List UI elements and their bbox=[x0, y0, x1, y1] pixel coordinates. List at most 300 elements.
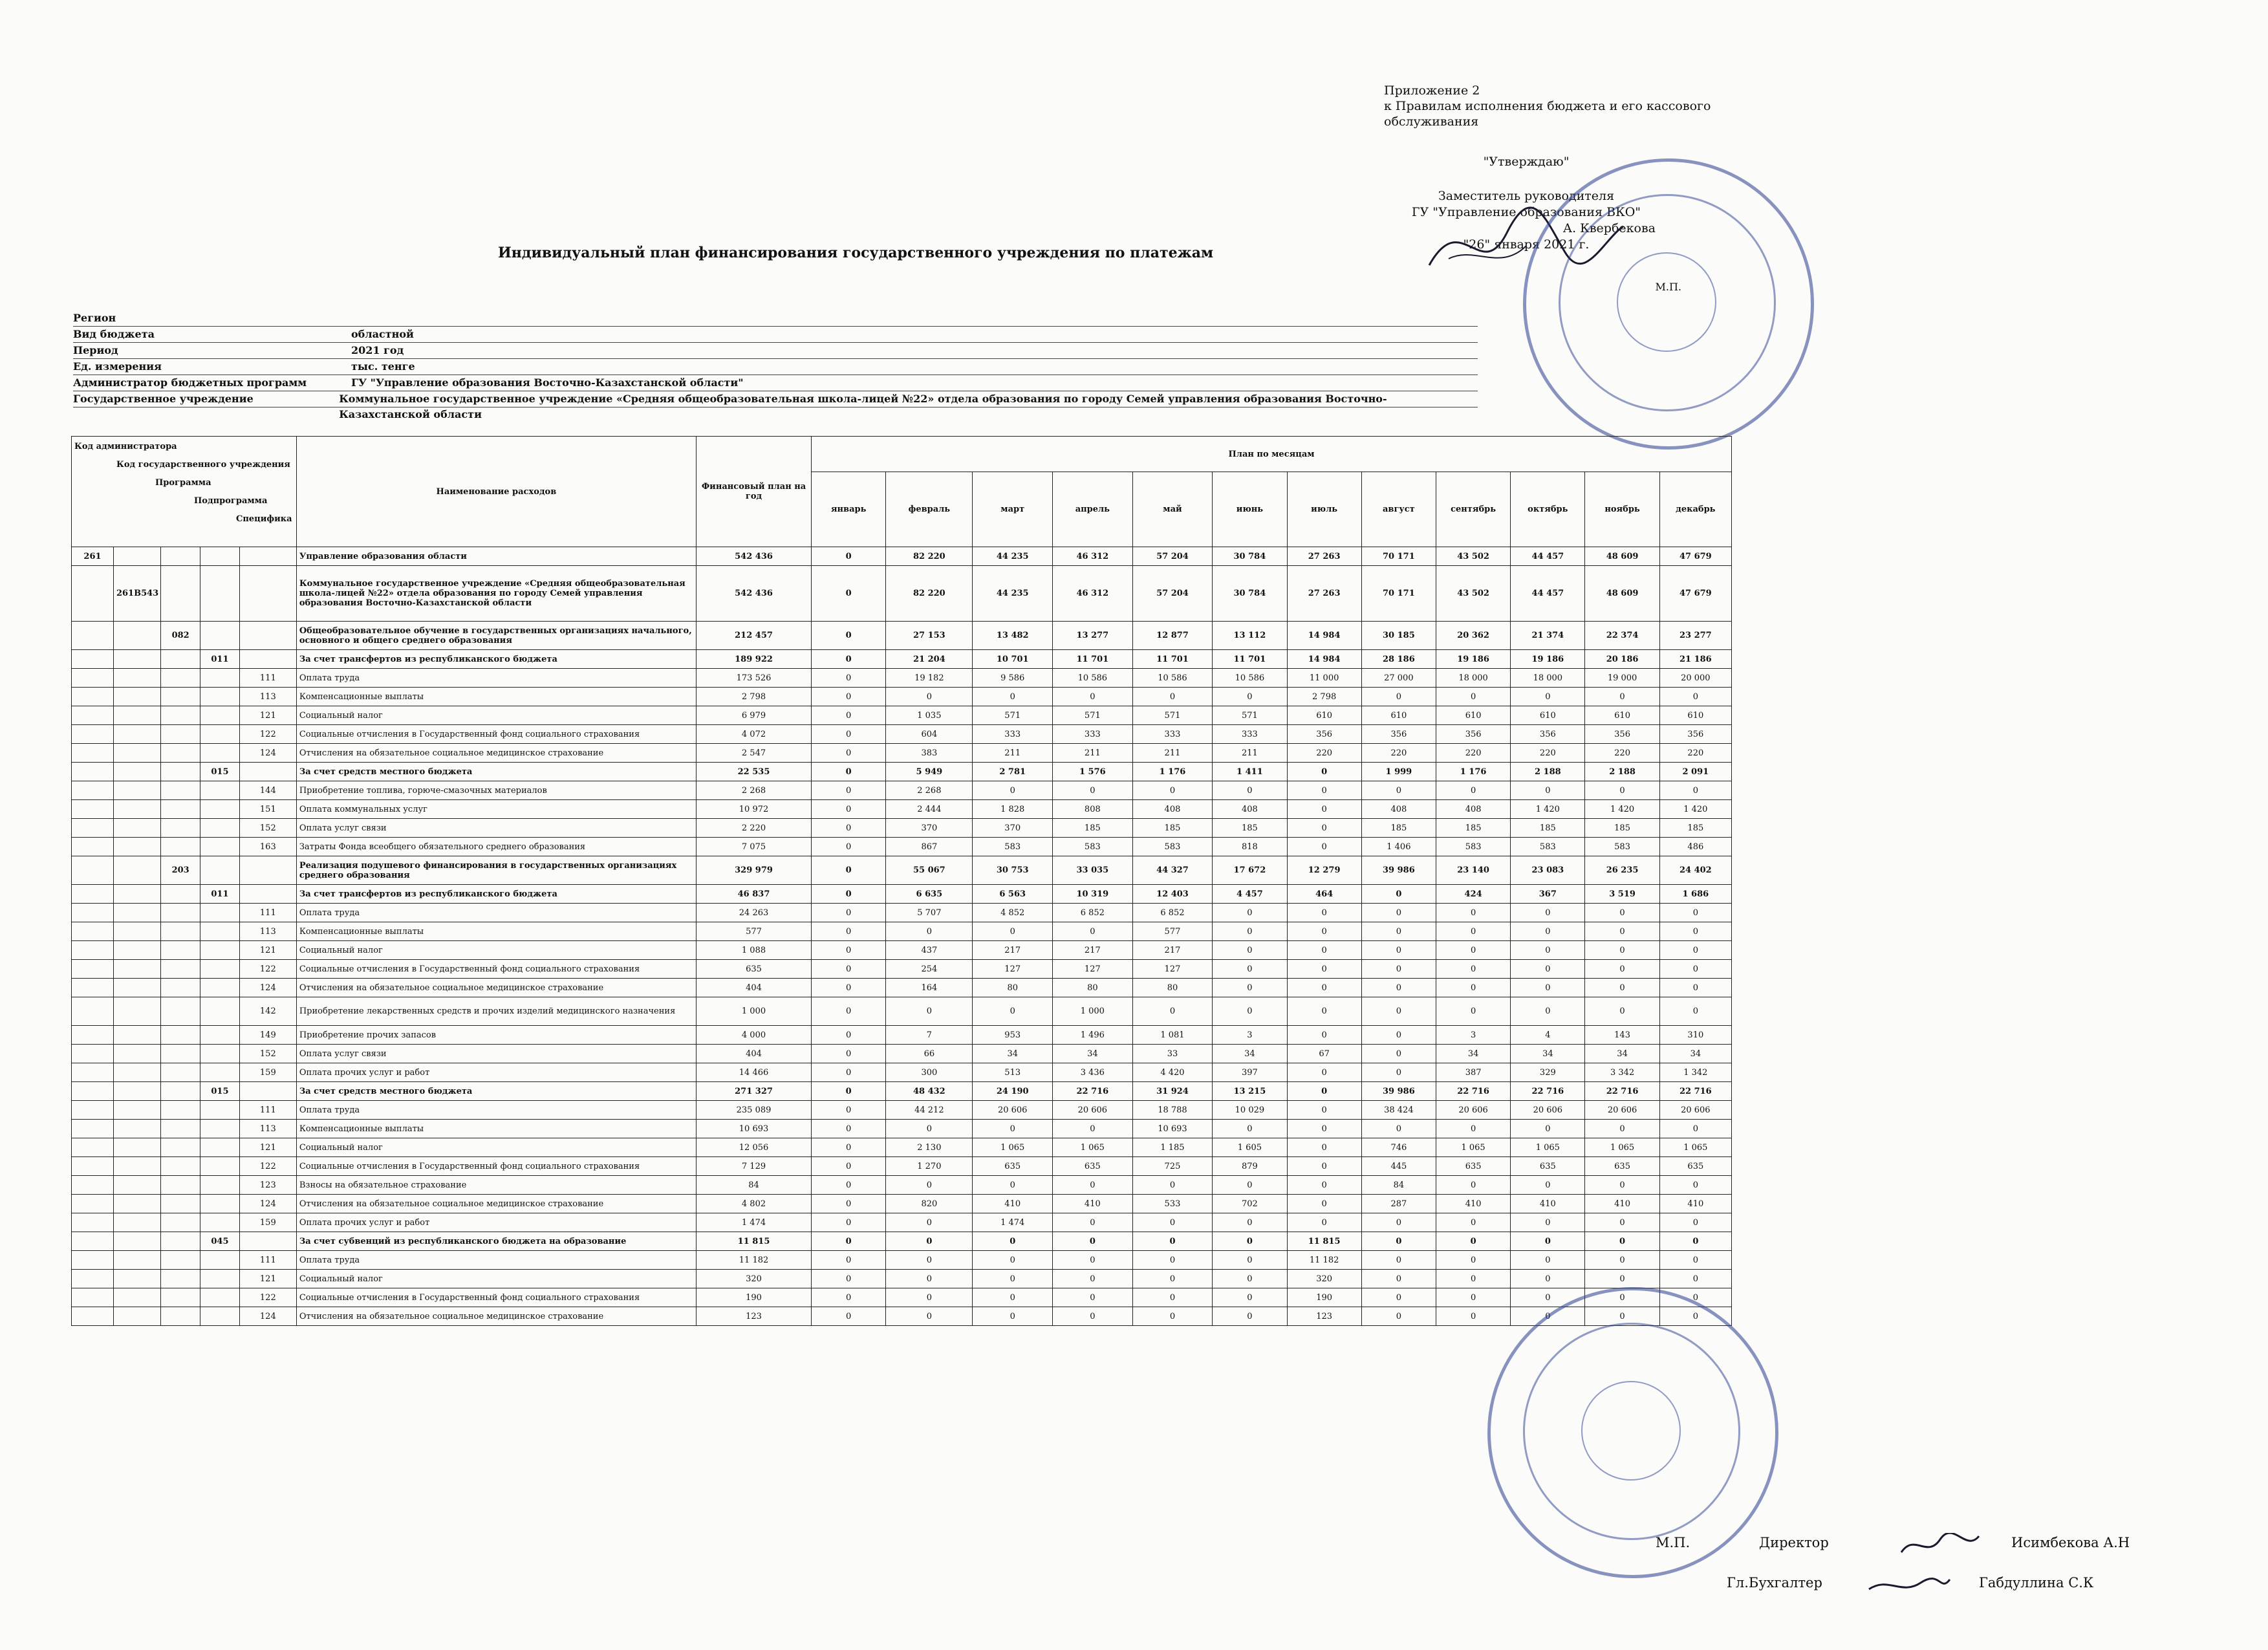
month-value-cell: 70 171 bbox=[1361, 547, 1436, 566]
month-value-cell: 19 186 bbox=[1436, 650, 1510, 669]
month-value-cell: 0 bbox=[1287, 960, 1361, 979]
header-month: декабрь bbox=[1659, 472, 1731, 547]
month-value-cell: 2 188 bbox=[1511, 763, 1585, 781]
code-cell bbox=[161, 1045, 200, 1063]
annual-plan-cell: 7 129 bbox=[696, 1157, 811, 1176]
month-value-cell: 635 bbox=[1053, 1157, 1133, 1176]
code-cell bbox=[161, 1213, 200, 1232]
month-value-cell: 725 bbox=[1132, 1157, 1213, 1176]
month-value-cell: 0 bbox=[812, 744, 886, 763]
month-value-cell: 7 bbox=[886, 1026, 973, 1045]
code-cell bbox=[113, 1063, 160, 1082]
month-value-cell: 0 bbox=[1213, 1176, 1287, 1195]
month-value-cell: 185 bbox=[1511, 819, 1585, 838]
month-value-cell: 220 bbox=[1511, 744, 1585, 763]
annual-plan-cell: 404 bbox=[696, 1045, 811, 1063]
month-value-cell: 31 924 bbox=[1132, 1082, 1213, 1101]
month-value-cell: 20 000 bbox=[1659, 669, 1731, 688]
month-value-cell: 0 bbox=[886, 1120, 973, 1138]
code-cell bbox=[72, 744, 114, 763]
code-cell bbox=[113, 1026, 160, 1045]
month-value-cell: 0 bbox=[973, 997, 1053, 1026]
month-value-cell: 513 bbox=[973, 1063, 1053, 1082]
month-value-cell: 0 bbox=[1511, 922, 1585, 941]
code-cell: 152 bbox=[239, 819, 296, 838]
meta-key: Ед. измерения bbox=[73, 360, 162, 373]
month-value-cell: 583 bbox=[973, 838, 1053, 856]
month-value-cell: 0 bbox=[1287, 819, 1361, 838]
month-value-cell: 10 693 bbox=[1132, 1120, 1213, 1138]
month-value-cell: 217 bbox=[1053, 941, 1133, 960]
code-cell bbox=[200, 838, 240, 856]
annual-plan-cell: 10 972 bbox=[696, 800, 811, 819]
month-value-cell: 0 bbox=[1287, 1213, 1361, 1232]
code-cell bbox=[200, 997, 240, 1026]
month-value-cell: 13 215 bbox=[1213, 1082, 1287, 1101]
annual-plan-cell: 189 922 bbox=[696, 650, 811, 669]
month-value-cell: 0 bbox=[1585, 1307, 1659, 1326]
expense-name-cell: Компенсационные выплаты bbox=[296, 1120, 696, 1138]
month-value-cell: 185 bbox=[1132, 819, 1213, 838]
month-value-cell: 34 bbox=[1659, 1045, 1731, 1063]
month-value-cell: 0 bbox=[1287, 1176, 1361, 1195]
code-cell bbox=[113, 941, 160, 960]
code-cell: 261 bbox=[72, 547, 114, 566]
month-value-cell: 70 171 bbox=[1361, 566, 1436, 622]
month-value-cell: 38 424 bbox=[1361, 1101, 1436, 1120]
code-cell: 159 bbox=[239, 1213, 296, 1232]
code-cell bbox=[239, 885, 296, 904]
month-value-cell: 0 bbox=[1287, 800, 1361, 819]
month-value-cell: 39 986 bbox=[1361, 856, 1436, 885]
code-cell bbox=[161, 1176, 200, 1195]
code-cell bbox=[113, 1307, 160, 1326]
month-value-cell: 1 686 bbox=[1659, 885, 1731, 904]
month-value-cell: 370 bbox=[973, 819, 1053, 838]
code-cell bbox=[161, 904, 200, 922]
code-cell bbox=[161, 1082, 200, 1101]
month-value-cell: 0 bbox=[1585, 941, 1659, 960]
code-cell: 121 bbox=[239, 706, 296, 725]
month-value-cell: 0 bbox=[1213, 1251, 1287, 1270]
month-value-cell: 0 bbox=[1511, 1176, 1585, 1195]
month-value-cell: 0 bbox=[812, 725, 886, 744]
month-value-cell: 0 bbox=[1361, 997, 1436, 1026]
month-value-cell: 0 bbox=[1585, 781, 1659, 800]
month-value-cell: 0 bbox=[812, 706, 886, 725]
code-cell bbox=[200, 979, 240, 997]
month-value-cell: 0 bbox=[1511, 979, 1585, 997]
header-annual: Финансовый план на год bbox=[696, 437, 811, 547]
code-cell: 111 bbox=[239, 1101, 296, 1120]
month-value-cell: 356 bbox=[1287, 725, 1361, 744]
signature-mp: М.П. bbox=[1656, 1535, 1690, 1550]
table-row bbox=[72, 1251, 1732, 1270]
annual-plan-cell: 1 088 bbox=[696, 941, 811, 960]
code-cell bbox=[200, 781, 240, 800]
expense-name-cell: Социальный налог bbox=[296, 1270, 696, 1288]
code-cell bbox=[161, 819, 200, 838]
month-value-cell: 610 bbox=[1436, 706, 1510, 725]
table-row bbox=[72, 1045, 1732, 1063]
month-value-cell: 0 bbox=[1287, 1157, 1361, 1176]
header-month: сентябрь bbox=[1436, 472, 1510, 547]
code-cell bbox=[161, 1307, 200, 1326]
code-cell bbox=[113, 1288, 160, 1307]
month-value-cell: 14 984 bbox=[1287, 622, 1361, 650]
code-cell bbox=[200, 1063, 240, 1082]
code-cell bbox=[113, 669, 160, 688]
expense-name-cell: Оплата коммунальных услуг bbox=[296, 800, 696, 819]
month-value-cell: 0 bbox=[1213, 904, 1287, 922]
code-cell bbox=[113, 922, 160, 941]
month-value-cell: 1 342 bbox=[1659, 1063, 1731, 1082]
code-cell bbox=[161, 1138, 200, 1157]
header-monthly: План по месяцам bbox=[812, 437, 1732, 472]
month-value-cell: 0 bbox=[1659, 904, 1731, 922]
month-value-cell: 0 bbox=[1585, 997, 1659, 1026]
code-cell bbox=[72, 856, 114, 885]
month-value-cell: 47 679 bbox=[1659, 547, 1731, 566]
month-value-cell: 953 bbox=[973, 1026, 1053, 1045]
code-cell: 113 bbox=[239, 922, 296, 941]
code-cell bbox=[72, 800, 114, 819]
annual-plan-cell: 11 815 bbox=[696, 1232, 811, 1251]
annual-plan-cell: 190 bbox=[696, 1288, 811, 1307]
code-cell bbox=[161, 1195, 200, 1213]
month-value-cell: 0 bbox=[1659, 1232, 1731, 1251]
month-value-cell: 80 bbox=[1132, 979, 1213, 997]
month-value-cell: 0 bbox=[1585, 688, 1659, 706]
month-value-cell: 0 bbox=[1053, 688, 1133, 706]
meta-row bbox=[73, 310, 1478, 327]
month-value-cell: 0 bbox=[1053, 1270, 1133, 1288]
meta-block bbox=[73, 310, 1478, 420]
code-cell bbox=[113, 838, 160, 856]
meta-value: Коммунальное государственное учреждение «Средняя общеобразовательная школа-лицей №22» отдела образования по городу Семей управления образования Восточно-Казахстанской области bbox=[339, 393, 1387, 420]
code-cell bbox=[200, 1101, 240, 1120]
month-value-cell: 1 576 bbox=[1053, 763, 1133, 781]
month-value-cell: 610 bbox=[1287, 706, 1361, 725]
meta-row bbox=[73, 343, 1478, 359]
code-cell bbox=[113, 1082, 160, 1101]
month-value-cell: 1 420 bbox=[1659, 800, 1731, 819]
expense-name-cell: Оплата прочих услуг и работ bbox=[296, 1063, 696, 1082]
table-row bbox=[72, 1120, 1732, 1138]
code-cell bbox=[113, 744, 160, 763]
code-cell bbox=[72, 725, 114, 744]
month-value-cell: 0 bbox=[1585, 1288, 1659, 1307]
month-value-cell: 0 bbox=[973, 781, 1053, 800]
month-value-cell: 5 949 bbox=[886, 763, 973, 781]
month-value-cell: 1 000 bbox=[1053, 997, 1133, 1026]
month-value-cell: 333 bbox=[1213, 725, 1287, 744]
code-cell bbox=[113, 650, 160, 669]
director-signature-icon bbox=[1895, 1533, 1985, 1559]
month-value-cell: 0 bbox=[1659, 1307, 1731, 1326]
code-cell: 121 bbox=[239, 1138, 296, 1157]
month-value-cell: 80 bbox=[973, 979, 1053, 997]
meta-row bbox=[73, 327, 1478, 343]
month-value-cell: 2 781 bbox=[973, 763, 1053, 781]
code-cell bbox=[113, 547, 160, 566]
month-value-cell: 20 186 bbox=[1585, 650, 1659, 669]
month-value-cell: 3 bbox=[1436, 1026, 1510, 1045]
month-value-cell: 0 bbox=[812, 800, 886, 819]
month-value-cell: 356 bbox=[1361, 725, 1436, 744]
month-value-cell: 0 bbox=[1659, 997, 1731, 1026]
expense-name-cell: Оплата прочих услуг и работ bbox=[296, 1213, 696, 1232]
code-cell bbox=[113, 856, 160, 885]
month-value-cell: 22 374 bbox=[1585, 622, 1659, 650]
month-value-cell: 28 186 bbox=[1361, 650, 1436, 669]
month-value-cell: 185 bbox=[1053, 819, 1133, 838]
month-value-cell: 0 bbox=[812, 885, 886, 904]
expense-name-cell: Приобретение топлива, горюче-смазочных материалов bbox=[296, 781, 696, 800]
month-value-cell: 0 bbox=[812, 547, 886, 566]
month-value-cell: 0 bbox=[1511, 941, 1585, 960]
code-cell bbox=[200, 1213, 240, 1232]
code-cell bbox=[161, 1270, 200, 1288]
month-value-cell: 0 bbox=[1436, 941, 1510, 960]
month-value-cell: 0 bbox=[1287, 763, 1361, 781]
code-cell bbox=[113, 763, 160, 781]
month-value-cell: 33 035 bbox=[1053, 856, 1133, 885]
month-value-cell: 0 bbox=[1287, 1082, 1361, 1101]
month-value-cell: 0 bbox=[812, 904, 886, 922]
month-value-cell: 571 bbox=[1132, 706, 1213, 725]
month-value-cell: 0 bbox=[1436, 1288, 1510, 1307]
month-value-cell: 0 bbox=[1213, 781, 1287, 800]
annual-plan-cell: 4 072 bbox=[696, 725, 811, 744]
month-value-cell: 44 457 bbox=[1511, 547, 1585, 566]
code-cell bbox=[161, 1101, 200, 1120]
month-value-cell: 0 bbox=[1213, 1270, 1287, 1288]
month-value-cell: 211 bbox=[1053, 744, 1133, 763]
month-value-cell: 24 190 bbox=[973, 1082, 1053, 1101]
meta-key: Вид бюджета bbox=[73, 328, 155, 340]
month-value-cell: 0 bbox=[886, 1288, 973, 1307]
code-cell: 123 bbox=[239, 1176, 296, 1195]
code-cell: 111 bbox=[239, 1251, 296, 1270]
month-value-cell: 0 bbox=[812, 1063, 886, 1082]
month-value-cell: 30 784 bbox=[1213, 547, 1287, 566]
month-value-cell: 333 bbox=[1053, 725, 1133, 744]
code-cell bbox=[161, 744, 200, 763]
expense-name-cell: Оплата услуг связи bbox=[296, 819, 696, 838]
code-cell bbox=[72, 763, 114, 781]
month-value-cell: 408 bbox=[1132, 800, 1213, 819]
month-value-cell: 0 bbox=[1511, 904, 1585, 922]
code-cell bbox=[72, 706, 114, 725]
month-value-cell: 610 bbox=[1361, 706, 1436, 725]
expense-name-cell: Взносы на обязательное страхование bbox=[296, 1176, 696, 1195]
code-cell bbox=[161, 688, 200, 706]
month-value-cell: 6 635 bbox=[886, 885, 973, 904]
month-value-cell: 571 bbox=[973, 706, 1053, 725]
month-value-cell: 408 bbox=[1436, 800, 1510, 819]
month-value-cell: 408 bbox=[1213, 800, 1287, 819]
month-value-cell: 22 716 bbox=[1436, 1082, 1510, 1101]
header-codes bbox=[72, 437, 297, 547]
month-value-cell: 0 bbox=[812, 1307, 886, 1326]
code-cell bbox=[72, 1176, 114, 1195]
appendix-line-2: к Правилам исполнения бюджета и его кассового bbox=[1384, 99, 1711, 113]
code-cell bbox=[200, 904, 240, 922]
code-cell bbox=[72, 1157, 114, 1176]
code-cell bbox=[200, 688, 240, 706]
month-value-cell: 0 bbox=[1053, 1232, 1133, 1251]
month-value-cell: 0 bbox=[1511, 1307, 1585, 1326]
month-value-cell: 746 bbox=[1361, 1138, 1436, 1157]
month-value-cell: 0 bbox=[1053, 922, 1133, 941]
code-cell bbox=[200, 1045, 240, 1063]
annual-plan-cell: 123 bbox=[696, 1307, 811, 1326]
table-row bbox=[72, 800, 1732, 819]
month-value-cell: 0 bbox=[812, 650, 886, 669]
annual-plan-cell: 235 089 bbox=[696, 1101, 811, 1120]
month-value-cell: 0 bbox=[812, 566, 886, 622]
month-value-cell: 211 bbox=[973, 744, 1053, 763]
financing-plan-table bbox=[71, 436, 1732, 1326]
month-value-cell: 43 502 bbox=[1436, 547, 1510, 566]
code-cell: 203 bbox=[161, 856, 200, 885]
header-name: Наименование расходов bbox=[296, 437, 696, 547]
code-cell bbox=[200, 1157, 240, 1176]
month-value-cell: 0 bbox=[1287, 1063, 1361, 1082]
month-value-cell: 44 327 bbox=[1132, 856, 1213, 885]
month-value-cell: 20 606 bbox=[1053, 1101, 1133, 1120]
month-value-cell: 333 bbox=[973, 725, 1053, 744]
month-value-cell: 22 716 bbox=[1511, 1082, 1585, 1101]
month-value-cell: 0 bbox=[1053, 1213, 1133, 1232]
month-value-cell: 0 bbox=[812, 1270, 886, 1288]
table-row bbox=[72, 1307, 1732, 1326]
month-value-cell: 11 701 bbox=[1132, 650, 1213, 669]
month-value-cell: 220 bbox=[1436, 744, 1510, 763]
month-value-cell: 1 496 bbox=[1053, 1026, 1133, 1045]
month-value-cell: 10 586 bbox=[1053, 669, 1133, 688]
month-value-cell: 1 411 bbox=[1213, 763, 1287, 781]
annual-plan-cell: 2 547 bbox=[696, 744, 811, 763]
month-value-cell: 0 bbox=[812, 1101, 886, 1120]
month-value-cell: 0 bbox=[973, 1270, 1053, 1288]
month-value-cell: 217 bbox=[973, 941, 1053, 960]
annual-plan-cell: 12 056 bbox=[696, 1138, 811, 1157]
table-row bbox=[72, 744, 1732, 763]
month-value-cell: 0 bbox=[812, 941, 886, 960]
month-value-cell: 635 bbox=[1585, 1157, 1659, 1176]
code-cell bbox=[161, 547, 200, 566]
month-value-cell: 13 482 bbox=[973, 622, 1053, 650]
month-value-cell: 820 bbox=[886, 1195, 973, 1213]
month-value-cell: 0 bbox=[1213, 922, 1287, 941]
annual-plan-cell: 14 466 bbox=[696, 1063, 811, 1082]
month-value-cell: 486 bbox=[1659, 838, 1731, 856]
month-value-cell: 0 bbox=[1287, 1138, 1361, 1157]
annual-plan-cell: 173 526 bbox=[696, 669, 811, 688]
month-value-cell: 12 403 bbox=[1132, 885, 1213, 904]
table-row bbox=[72, 960, 1732, 979]
month-value-cell: 46 312 bbox=[1053, 566, 1133, 622]
month-value-cell: 19 182 bbox=[886, 669, 973, 688]
month-value-cell: 185 bbox=[1436, 819, 1510, 838]
month-value-cell: 0 bbox=[1053, 1120, 1133, 1138]
month-value-cell: 4 420 bbox=[1132, 1063, 1213, 1082]
month-value-cell: 879 bbox=[1213, 1157, 1287, 1176]
header-month: февраль bbox=[886, 472, 973, 547]
month-value-cell: 0 bbox=[1132, 1232, 1213, 1251]
month-value-cell: 0 bbox=[1053, 1251, 1133, 1270]
expense-name-cell: Приобретение лекарственных средств и прочих изделий медицинского назначения bbox=[296, 997, 696, 1026]
month-value-cell: 0 bbox=[1659, 1176, 1731, 1195]
code-cell bbox=[200, 566, 240, 622]
code-cell bbox=[72, 838, 114, 856]
month-value-cell: 0 bbox=[1132, 1307, 1213, 1326]
month-value-cell: 23 277 bbox=[1659, 622, 1731, 650]
code-cell: 159 bbox=[239, 1063, 296, 1082]
table-row bbox=[72, 1232, 1732, 1251]
table-row bbox=[72, 922, 1732, 941]
month-value-cell: 387 bbox=[1436, 1063, 1510, 1082]
header-month: октябрь bbox=[1511, 472, 1585, 547]
table-row bbox=[72, 1288, 1732, 1307]
month-value-cell: 84 bbox=[1361, 1176, 1436, 1195]
month-value-cell: 0 bbox=[1287, 1026, 1361, 1045]
meta-key: Государственное учреждение bbox=[73, 393, 254, 405]
month-value-cell: 2 268 bbox=[886, 781, 973, 800]
code-cell: 122 bbox=[239, 960, 296, 979]
month-value-cell: 583 bbox=[1132, 838, 1213, 856]
table-row bbox=[72, 622, 1732, 650]
month-value-cell: 410 bbox=[1436, 1195, 1510, 1213]
code-cell bbox=[161, 725, 200, 744]
code-cell bbox=[200, 856, 240, 885]
month-value-cell: 20 606 bbox=[973, 1101, 1053, 1120]
month-value-cell: 0 bbox=[1659, 941, 1731, 960]
annual-plan-cell: 11 182 bbox=[696, 1251, 811, 1270]
month-value-cell: 0 bbox=[1213, 960, 1287, 979]
code-cell: 121 bbox=[239, 941, 296, 960]
code-cell bbox=[161, 838, 200, 856]
table-row bbox=[72, 904, 1732, 922]
code-cell bbox=[72, 979, 114, 997]
month-value-cell: 39 986 bbox=[1361, 1082, 1436, 1101]
annual-plan-cell: 10 693 bbox=[696, 1120, 811, 1138]
month-value-cell: 18 788 bbox=[1132, 1101, 1213, 1120]
code-cell bbox=[200, 1251, 240, 1270]
code-cell bbox=[113, 1101, 160, 1120]
month-value-cell: 0 bbox=[1361, 979, 1436, 997]
month-value-cell: 0 bbox=[1132, 1251, 1213, 1270]
month-value-cell: 10 029 bbox=[1213, 1101, 1287, 1120]
month-value-cell: 410 bbox=[1511, 1195, 1585, 1213]
code-cell bbox=[200, 800, 240, 819]
month-value-cell: 2 798 bbox=[1287, 688, 1361, 706]
month-value-cell: 10 586 bbox=[1132, 669, 1213, 688]
annual-plan-cell: 320 bbox=[696, 1270, 811, 1288]
month-value-cell: 0 bbox=[1585, 1251, 1659, 1270]
month-value-cell: 0 bbox=[812, 1213, 886, 1232]
month-value-cell: 20 606 bbox=[1436, 1101, 1510, 1120]
month-value-cell: 3 342 bbox=[1585, 1063, 1659, 1082]
annual-plan-cell: 1 000 bbox=[696, 997, 811, 1026]
month-value-cell: 0 bbox=[812, 838, 886, 856]
code-cell bbox=[113, 1157, 160, 1176]
expense-name-cell: Отчисления на обязательное социальное медицинское страхование bbox=[296, 1195, 696, 1213]
expense-name-cell: Компенсационные выплаты bbox=[296, 922, 696, 941]
expense-name-cell: Оплата труда bbox=[296, 1251, 696, 1270]
